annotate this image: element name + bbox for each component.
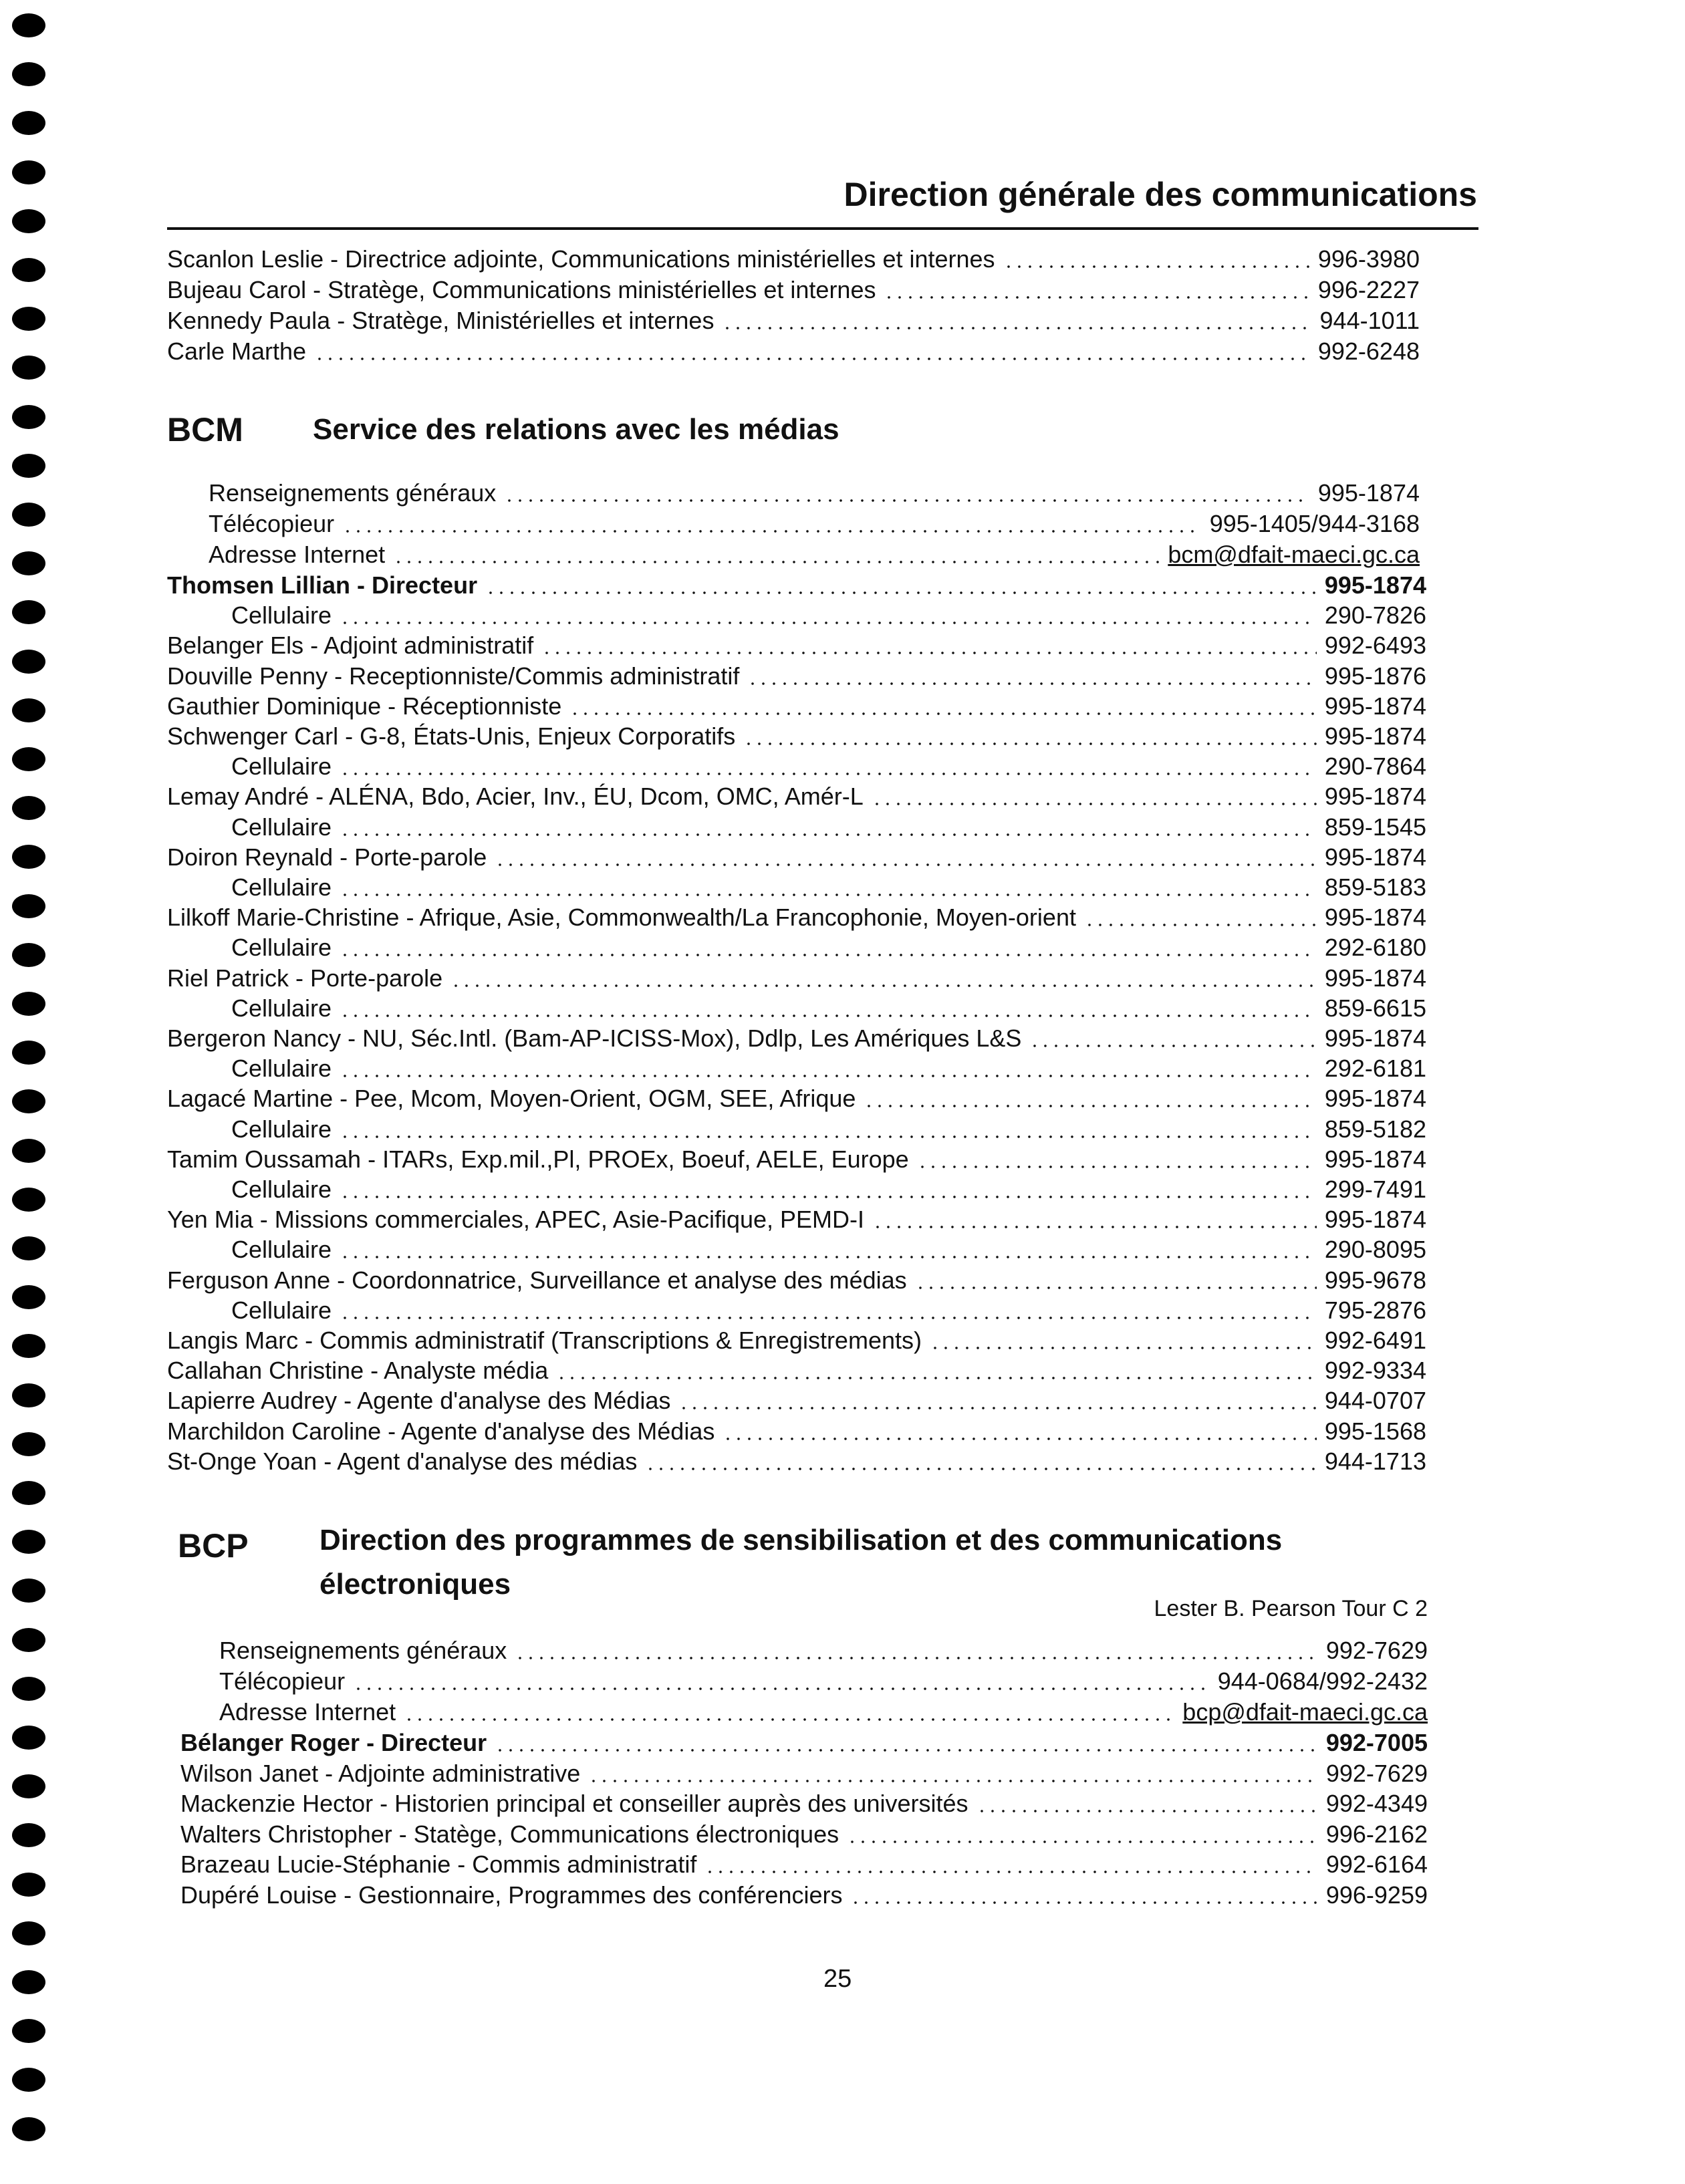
entry-phone: 859-5183: [1324, 873, 1426, 901]
entry-phone: 995-1568: [1324, 1417, 1426, 1445]
binder-hole: [12, 1970, 45, 1994]
binder-hole: [12, 2068, 45, 2092]
binder-hole: [12, 1873, 45, 1897]
list-item: [167, 305, 1420, 335]
entry-name: Renseignements généraux: [219, 1637, 507, 1664]
list-item: [167, 1385, 1426, 1415]
binder-hole: [12, 209, 45, 233]
entry-name: St-Onge Yoan - Agent d'analyse des médias: [167, 1448, 638, 1475]
entry-phone: 944-0707: [1324, 1387, 1426, 1414]
binder-hole: [12, 307, 45, 331]
list-item: [231, 1174, 1426, 1204]
list-item: [167, 841, 1426, 872]
binder-hole: [12, 1432, 45, 1456]
list-item: [209, 508, 1420, 539]
entry-phone: 995-1874: [1324, 571, 1426, 599]
entry-phone: 995-1874: [1324, 904, 1426, 931]
entry-name: Télécopieur: [219, 1667, 346, 1695]
binder-hole: [12, 1089, 45, 1113]
leader-dots: [340, 622, 1317, 624]
entry-phone: 992-6248: [1317, 337, 1420, 365]
binder-hole: [12, 747, 45, 771]
list-item: [231, 750, 1426, 781]
leader-dots: [569, 712, 1317, 715]
list-item: [231, 1113, 1426, 1144]
entry-name: Lemay André - ALÉNA, Bdo, Acier, Inv., ÉU, Dcom, OMC, Amér-L: [167, 783, 864, 810]
leader-dots: [872, 803, 1317, 805]
leader-dots: [404, 1718, 1174, 1721]
binder-hole: [12, 2117, 45, 2141]
leader-dots: [872, 1226, 1317, 1228]
list-item: [231, 992, 1426, 1023]
binder-hole: [12, 992, 45, 1016]
section-code-bcm: BCM: [167, 411, 243, 448]
leader-dots: [340, 1135, 1317, 1138]
binder-hole: [12, 796, 45, 820]
leader-dots: [1029, 1045, 1316, 1047]
cellular-label: Cellulaire: [231, 934, 332, 961]
entry-phone: 996-9259: [1325, 1881, 1428, 1909]
list-item: [167, 274, 1420, 305]
entry-name: Gauthier Dominique - Réceptionniste: [167, 692, 562, 720]
entry-name: Kennedy Paula - Stratège, Ministérielles et internes: [167, 307, 715, 334]
leader-dots: [340, 833, 1317, 836]
leader-dots: [930, 1347, 1317, 1349]
entry-phone: 290-7826: [1324, 601, 1426, 629]
list-item: [180, 1788, 1428, 1818]
list-item: [167, 1446, 1426, 1476]
entry-phone: 995-1874: [1324, 783, 1426, 810]
binder-hole: [12, 1579, 45, 1603]
binder-hole: [12, 1921, 45, 1945]
leader-dots: [340, 1196, 1317, 1198]
binder-hole: [12, 1677, 45, 1701]
entry-phone: 995-9678: [1324, 1266, 1426, 1294]
leader-dots: [645, 1468, 1317, 1470]
entry-phone: 992-7629: [1325, 1760, 1428, 1787]
list-item: [167, 1264, 1426, 1295]
entry-name: Lapierre Audrey - Agente d'analyse des Médias: [167, 1387, 671, 1414]
leader-dots: [743, 742, 1317, 745]
leader-dots: [342, 530, 1202, 533]
binder-hole: [12, 356, 45, 380]
entry-phone: 992-7629: [1325, 1637, 1428, 1664]
binder-hole: [12, 454, 45, 478]
list-item: [167, 1083, 1426, 1113]
binder-hole: [12, 1726, 45, 1750]
email-link[interactable]: bcp@dfait-maeci.gc.ca: [1182, 1698, 1428, 1726]
binder-hole: [12, 2019, 45, 2043]
leader-dots: [678, 1407, 1317, 1409]
leader-dots: [722, 327, 1311, 329]
entry-phone: 995-1874: [1324, 1206, 1426, 1233]
leader-dots: [847, 1840, 1318, 1843]
cellular-label: Cellulaire: [231, 1115, 332, 1143]
entry-phone: 995-1874: [1324, 964, 1426, 992]
entry-name: Bujeau Carol - Stratège, Communications ministérielles et internes: [167, 276, 876, 303]
entry-name: Marchildon Caroline - Agente d'analyse des Médias: [167, 1417, 715, 1445]
leader-dots: [884, 296, 1309, 299]
binder-hole: [12, 1236, 45, 1260]
header-rule: [167, 227, 1478, 230]
entry-phone: 995-1874: [1324, 1085, 1426, 1112]
entry-name: Walters Christopher - Statège, Communications électroniques: [180, 1820, 839, 1848]
list-item: [167, 1355, 1426, 1385]
cellular-label: Cellulaire: [231, 994, 332, 1022]
list-item: [231, 932, 1426, 962]
leader-dots: [1003, 265, 1310, 268]
entry-phone: 992-7005: [1325, 1729, 1428, 1756]
cellular-label: Cellulaire: [231, 873, 332, 901]
leader-dots: [588, 1780, 1318, 1782]
location-text: Lester B. Pearson Tour C 2: [1154, 1596, 1428, 1621]
leader-dots: [353, 1687, 1210, 1690]
entry-phone: 859-5182: [1324, 1115, 1426, 1143]
list-item: [231, 1053, 1426, 1083]
list-item: [219, 1635, 1428, 1665]
entry-phone: 995-1874: [1324, 843, 1426, 871]
binder-hole: [12, 845, 45, 869]
leader-dots: [340, 1014, 1317, 1017]
entry-name: Douville Penny - Receptionniste/Commis administratif: [167, 662, 740, 690]
entry-phone: 859-6615: [1324, 994, 1426, 1022]
leader-dots: [504, 499, 1310, 502]
leader-dots: [450, 984, 1317, 987]
entry-phone: 996-3980: [1317, 245, 1420, 273]
list-item: [167, 569, 1426, 600]
entry-name: Riel Patrick - Porte-parole: [167, 964, 443, 992]
entry-name: Dupéré Louise - Gestionnaire, Programmes des conférenciers: [180, 1881, 843, 1909]
entry-name: Adresse Internet: [219, 1698, 396, 1726]
entry-phone: 292-6180: [1324, 934, 1426, 961]
leader-dots: [340, 894, 1317, 896]
entry-name: Wilson Janet - Adjointe administrative: [180, 1760, 581, 1787]
list-item: [167, 630, 1426, 660]
entry-name: Lilkoff Marie-Christine - Afrique, Asie, Commonwealth/La Francophonie, Moyen-orient: [167, 904, 1076, 931]
cellular-label: Cellulaire: [231, 1176, 332, 1203]
leader-dots: [723, 1438, 1317, 1440]
list-item: [167, 902, 1426, 932]
binder-hole: [12, 1481, 45, 1505]
binder-hole: [12, 650, 45, 674]
cellular-label: Cellulaire: [231, 1236, 332, 1263]
binder-hole: [12, 111, 45, 135]
binder-hole: [12, 258, 45, 282]
entry-name: Thomsen Lillian - Directeur: [167, 571, 478, 599]
leader-dots: [495, 1749, 1318, 1752]
list-item: [180, 1818, 1428, 1849]
list-item: [167, 1143, 1426, 1174]
entry-name: Ferguson Anne - Coordonnatrice, Surveillance et analyse des médias: [167, 1266, 907, 1294]
binder-hole: [12, 503, 45, 527]
binder-hole: [12, 1628, 45, 1652]
binder-hole: [12, 698, 45, 722]
list-item: [180, 1879, 1428, 1910]
list-item: [219, 1696, 1428, 1727]
binder-hole: [12, 600, 45, 624]
binder-hole: [12, 1139, 45, 1163]
entry-name: Renseignements généraux: [209, 479, 497, 507]
leader-dots: [340, 1317, 1317, 1319]
binder-hole: [12, 1285, 45, 1309]
leader-dots: [495, 863, 1317, 866]
email-link[interactable]: bcm@dfait-maeci.gc.ca: [1168, 541, 1420, 568]
entry-name: Bélanger Roger - Directeur: [180, 1729, 487, 1756]
list-item: [180, 1758, 1428, 1788]
entry-phone: 859-1545: [1324, 813, 1426, 841]
binder-hole: [12, 1188, 45, 1212]
binder-hole: [12, 1383, 45, 1407]
list-item: [209, 539, 1420, 569]
leader-dots: [393, 561, 1160, 563]
entry-name: Lagacé Martine - Pee, Mcom, Moyen-Orient, OGM, SEE, Afrique: [167, 1085, 856, 1112]
binder-holes: [12, 13, 45, 2172]
entry-name: Brazeau Lucie-Stéphanie - Commis administratif: [180, 1851, 697, 1878]
list-item: [231, 871, 1426, 902]
entry-name: Schwenger Carl - G-8, États-Unis, Enjeux Corporatifs: [167, 722, 736, 750]
list-item: [231, 599, 1426, 630]
entry-name: Callahan Christine - Analyste média: [167, 1357, 549, 1384]
list-item: [167, 335, 1420, 366]
entry-name: Carle Marthe: [167, 337, 307, 365]
list-item: [180, 1849, 1428, 1879]
entry-phone: 795-2876: [1324, 1296, 1426, 1324]
leader-dots: [917, 1166, 1317, 1168]
list-item: [231, 811, 1426, 842]
entry-phone: 992-4349: [1325, 1790, 1428, 1817]
entry-phone: 995-1874: [1317, 479, 1420, 507]
leader-dots: [1084, 924, 1317, 926]
binder-hole: [12, 405, 45, 429]
list-item: [167, 781, 1426, 811]
entry-name: Doiron Reynald - Porte-parole: [167, 843, 487, 871]
page-number: 25: [823, 1965, 852, 1993]
page-header-title: Direction générale des communications: [844, 176, 1477, 213]
entry-phone: 944-1011: [1319, 307, 1420, 334]
list-item: [167, 1325, 1426, 1355]
list-item: [167, 1022, 1426, 1053]
list-item: [209, 477, 1420, 508]
leader-dots: [541, 652, 1317, 654]
cellular-label: Cellulaire: [231, 813, 332, 841]
entry-phone: 995-1876: [1324, 662, 1426, 690]
leader-dots: [556, 1377, 1317, 1379]
entry-phone: 992-9334: [1324, 1357, 1426, 1384]
leader-dots: [340, 1256, 1317, 1258]
leader-dots: [747, 682, 1317, 685]
section-code-bcp: BCP: [178, 1527, 249, 1564]
list-item: [167, 962, 1426, 993]
entry-phone: 944-0684/992-2432: [1217, 1667, 1428, 1695]
entry-name: Mackenzie Hector - Historien principal et conseiller auprès des universités: [180, 1790, 968, 1817]
entry-phone: 992-6493: [1324, 632, 1426, 659]
entry-phone: 995-1874: [1324, 692, 1426, 720]
entry-phone: 290-8095: [1324, 1236, 1426, 1263]
leader-dots: [340, 954, 1317, 956]
binder-hole: [12, 160, 45, 184]
binder-hole: [12, 62, 45, 86]
entry-name: Scanlon Leslie - Directrice adjointe, Communications ministérielles et internes: [167, 245, 995, 273]
binder-hole: [12, 551, 45, 575]
entry-phone: 992-6491: [1324, 1327, 1426, 1354]
list-item: [167, 660, 1426, 691]
cellular-label: Cellulaire: [231, 1296, 332, 1324]
leader-dots: [704, 1871, 1318, 1873]
binder-hole: [12, 894, 45, 918]
entry-phone: 992-6164: [1325, 1851, 1428, 1878]
entry-phone: 995-1874: [1324, 1145, 1426, 1173]
binder-hole: [12, 1334, 45, 1358]
list-item: [231, 1294, 1426, 1325]
entry-name: Bergeron Nancy - NU, Séc.Intl. (Bam-AP-ICISS-Mox), Ddlp, Les Amériques L&S: [167, 1025, 1022, 1052]
cellular-label: Cellulaire: [231, 753, 332, 780]
section-title-bcp-line1: Direction des programmes de sensibilisation et des communications: [319, 1524, 1283, 1556]
entry-name: Yen Mia - Missions commerciales, APEC, Asie-Pacifique, PEMD-I: [167, 1206, 865, 1233]
entry-name: Adresse Internet: [209, 541, 386, 568]
entry-name: Belanger Els - Adjoint administratif: [167, 632, 534, 659]
leader-dots: [977, 1810, 1318, 1812]
binder-hole: [12, 943, 45, 967]
entry-name: Langis Marc - Commis administratif (Transcriptions & Enregistrements): [167, 1327, 922, 1354]
list-item: [167, 690, 1426, 721]
binder-hole: [12, 1041, 45, 1065]
list-item: [180, 1727, 1428, 1758]
entry-phone: 299-7491: [1324, 1176, 1426, 1203]
entry-phone: 944-1713: [1324, 1448, 1426, 1475]
leader-dots: [340, 773, 1317, 775]
list-item: [219, 1665, 1428, 1696]
leader-dots: [915, 1286, 1317, 1289]
binder-hole: [12, 1774, 45, 1798]
leader-dots: [485, 591, 1317, 594]
entry-phone: 996-2162: [1325, 1820, 1428, 1848]
section-title-bcm: Service des relations avec les médias: [313, 413, 839, 446]
list-item: [231, 1234, 1426, 1264]
cellular-label: Cellulaire: [231, 601, 332, 629]
entry-phone: 995-1405/944-3168: [1209, 510, 1420, 537]
entry-phone: 290-7864: [1324, 753, 1426, 780]
list-item: [167, 1204, 1426, 1234]
list-item: [167, 243, 1420, 274]
binder-hole: [12, 1530, 45, 1554]
entry-phone: 292-6181: [1324, 1055, 1426, 1082]
binder-hole: [12, 1823, 45, 1847]
leader-dots: [515, 1657, 1318, 1659]
entry-name: Tamim Oussamah - ITARs, Exp.mil.,Pl, PROEx, Boeuf, AELE, Europe: [167, 1145, 909, 1173]
leader-dots: [864, 1105, 1316, 1107]
entry-phone: 995-1874: [1324, 722, 1426, 750]
binder-hole: [12, 13, 45, 37]
list-item: [167, 1415, 1426, 1446]
list-item: [167, 720, 1426, 751]
leader-dots: [850, 1901, 1317, 1904]
entry-phone: 995-1874: [1324, 1025, 1426, 1052]
section-title-bcp-line2: électroniques: [319, 1568, 511, 1601]
cellular-label: Cellulaire: [231, 1055, 332, 1082]
leader-dots: [340, 1075, 1317, 1077]
entry-phone: 996-2227: [1317, 276, 1420, 303]
entry-name: Télécopieur: [209, 510, 335, 537]
leader-dots: [314, 358, 1310, 360]
